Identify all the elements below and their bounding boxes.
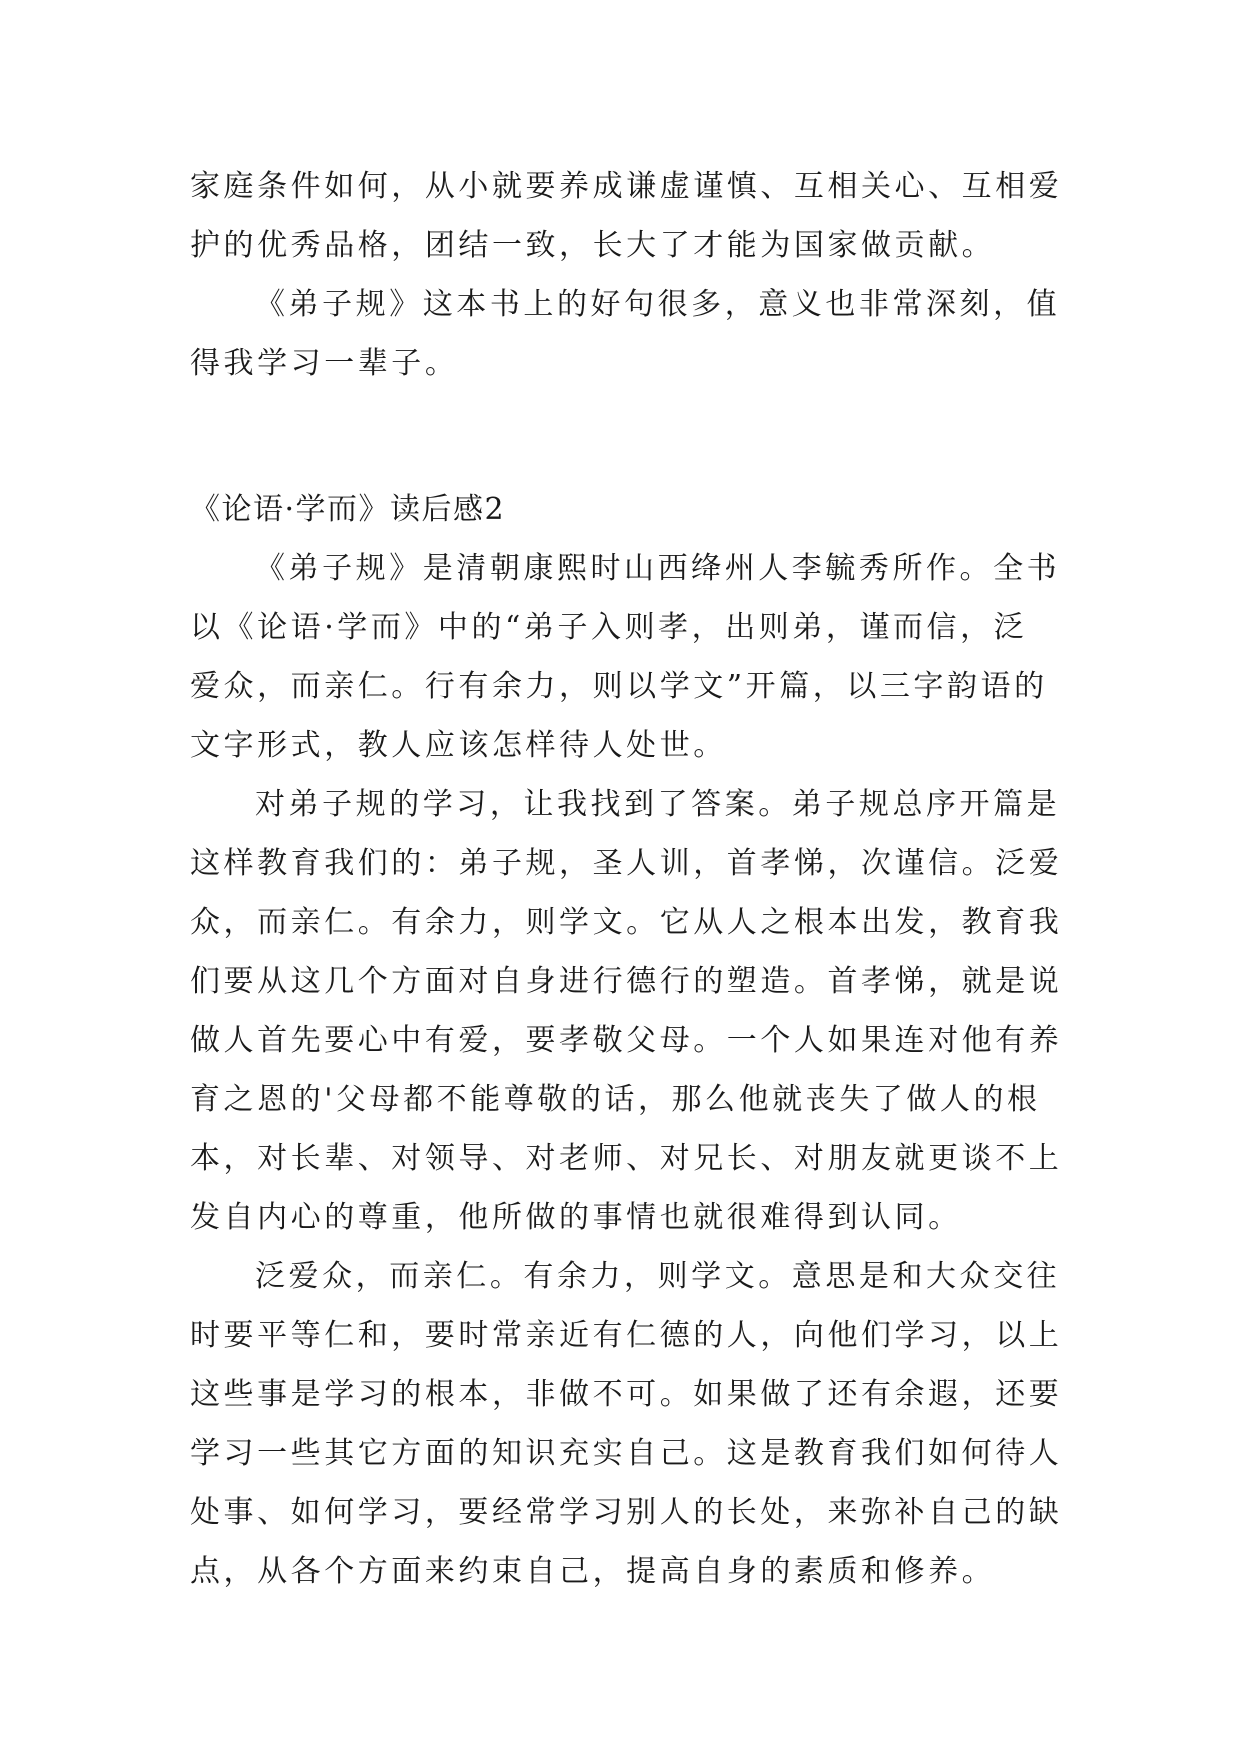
- text-line: 做人首先要心中有爱，要孝敬父母。一个人如果连对他有养: [190, 1023, 1063, 1058]
- text-line: 育之恩的'父母都不能尊敬的话，那么他就丧失了做人的根: [190, 1082, 1041, 1117]
- text-line: 时要平等仁和，要时常亲近有仁德的人，向他们学习，以上: [190, 1318, 1063, 1353]
- text-line: 这些事是学习的根本，非做不可。如果做了还有余遐，还要: [190, 1377, 1063, 1412]
- text-line: 文字形式，教人应该怎样待人处世。: [190, 728, 727, 763]
- section-title: 《论语·学而》读后感2: [190, 492, 506, 527]
- text-line: 《弟子规》是清朝康熙时山西绛州人李毓秀所作。全书: [255, 551, 1061, 586]
- text-line: 发自内心的尊重，他所做的事情也就很难得到认同。: [190, 1200, 962, 1235]
- text-line: 们要从这几个方面对自身进行德行的塑造。首孝悌，就是说: [190, 964, 1063, 999]
- text-line: 这样教育我们的：弟子规，圣人训，首孝悌，次谨信。泛爱: [190, 846, 1063, 881]
- text-line: 众，而亲仁。有余力，则学文。它从人之根本出发，教育我: [190, 905, 1063, 940]
- text-line: 《弟子规》这本书上的好句很多，意义也非常深刻，值: [255, 287, 1061, 322]
- text-line: 对弟子规的学习，让我找到了答案。弟子规总序开篇是: [255, 787, 1061, 822]
- text-line: 以《论语·学而》中的“弟子入则孝，出则弟，谨而信，泛: [190, 610, 1028, 645]
- text-line: 学习一些其它方面的知识充实自己。这是教育我们如何待人: [190, 1436, 1063, 1471]
- section-gap: [190, 393, 1060, 480]
- text-line: 护的优秀品格，团结一致，长大了才能为国家做贡献。: [190, 228, 996, 263]
- text-line: 处事、如何学习，要经常学习别人的长处，来弥补自己的缺: [190, 1495, 1063, 1530]
- text-line: 爱众，而亲仁。行有余力，则以学文”开篇，以三字韵语的: [190, 669, 1048, 704]
- text-line: 本，对长辈、对领导、对老师、对兄长、对朋友就更谈不上: [190, 1141, 1063, 1176]
- text-line: 点，从各个方面来约束自己，提高自身的素质和修养。: [190, 1554, 996, 1589]
- text-line: 泛爱众，而亲仁。有余力，则学文。意思是和大众交往: [255, 1259, 1061, 1294]
- document-body: [190, 157, 1063, 1601]
- text-line: 得我学习一辈子。: [190, 346, 459, 381]
- text-line: 家庭条件如何，从小就要养成谦虚谨慎、互相关心、互相爱: [190, 169, 1063, 204]
